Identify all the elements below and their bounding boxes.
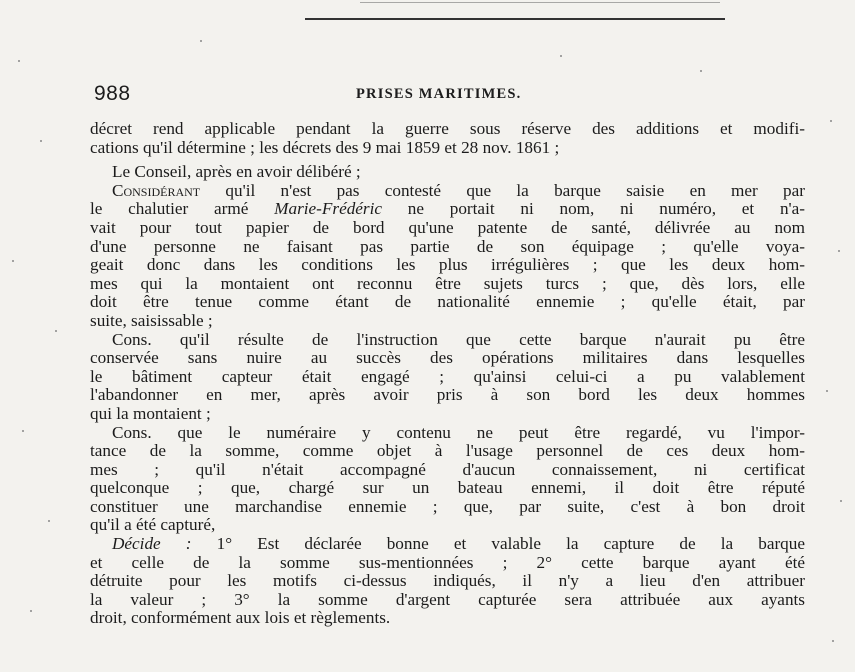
text-line: qu'il a été capturé, bbox=[90, 515, 216, 535]
text-line: décret rend applicable pendant la guerre sous réserve des additions et modifi- bbox=[90, 119, 805, 138]
scan-speck bbox=[22, 430, 24, 432]
text-line: quelconque ; que, chargé sur un bateau ennemi, il doit être réputé bbox=[90, 478, 805, 498]
scan-speck bbox=[48, 520, 50, 522]
text-span: le chalutier armé bbox=[90, 199, 275, 219]
text-line bbox=[90, 182, 805, 201]
body-text bbox=[90, 120, 805, 628]
scan-speck bbox=[832, 640, 834, 642]
text-line: doit être tenue comme étant de nationalité ennemie ; qu'elle était, par bbox=[90, 292, 805, 312]
scan-speck bbox=[830, 120, 832, 122]
ship-name: Marie-Frédéric bbox=[274, 199, 383, 219]
top-rule bbox=[305, 18, 725, 20]
scan-speck bbox=[700, 70, 702, 72]
text-span: 1° Est déclarée bonne et valable la capture de la barque bbox=[191, 534, 805, 554]
text-line: conservée sans nuire au succès des opérations militaires dans lesquelles bbox=[90, 348, 805, 368]
lead-word: Considérant bbox=[112, 180, 201, 200]
text-line: geait donc dans les conditions les plus irrégulières ; que les deux hom- bbox=[90, 255, 805, 275]
scan-speck bbox=[55, 330, 57, 332]
text-line: suite, saisissable ; bbox=[90, 310, 213, 330]
scan-speck bbox=[560, 55, 562, 57]
lead-word: Décide : bbox=[112, 534, 192, 554]
text-line: Cons. que le numéraire y contenu ne peut être regardé, vu l'impor- bbox=[112, 422, 805, 442]
scan-speck bbox=[838, 250, 840, 252]
text-line: et celle de la somme sus-mentionnées ; 2° cette barque ayant été bbox=[90, 552, 805, 572]
text-line: Le Conseil, après en avoir délibéré ; bbox=[112, 162, 361, 182]
text-span: ne portait ni nom, ni numéro, et n'a- bbox=[382, 199, 805, 219]
text-line: vait pour tout papier de bord qu'une patente de santé, délivrée au nom bbox=[90, 217, 805, 237]
scan-speck bbox=[12, 260, 14, 262]
scan-speck bbox=[40, 140, 42, 142]
text-line: droit, conformément aux lois et règlements. bbox=[90, 608, 391, 628]
text-line: qui la montaient ; bbox=[90, 403, 211, 423]
page-number: 988 bbox=[94, 82, 131, 105]
text-line: détruite pour les motifs ci-dessus indiqués, il n'y a lieu d'en attribuer bbox=[90, 571, 805, 591]
text-line: la valeur ; 3° la somme d'argent capturée sera attribuée aux ayants bbox=[90, 589, 805, 609]
text-span: qu'il n'est pas contesté que la barque saisie en mer par bbox=[200, 180, 805, 200]
text-line: cations qu'il détermine ; les décrets des 9 mai 1859 et 28 nov. 1861 ; bbox=[90, 137, 560, 157]
scan-speck bbox=[18, 60, 20, 62]
top-rule-faint bbox=[360, 2, 720, 3]
text-line: constituer une marchandise ennemie ; que, par suite, c'est à bon droit bbox=[90, 496, 805, 516]
text-line: d'une personne ne faisant pas partie de son équipage ; qu'elle voya- bbox=[90, 236, 805, 256]
text-line: le bâtiment capteur était engagé ; qu'ainsi celui-ci a pu valablement bbox=[90, 366, 805, 386]
running-title: PRISES MARITIMES. bbox=[356, 86, 522, 102]
scan-speck bbox=[30, 610, 32, 612]
text-line bbox=[90, 200, 805, 219]
text-line: l'abandonner en mer, après avoir pris à son bord les deux hommes bbox=[90, 385, 805, 405]
text-line: Cons. qu'il résulte de l'instruction que cette barque n'aurait pu être bbox=[112, 329, 805, 349]
text-line bbox=[90, 535, 805, 554]
scan-speck bbox=[840, 500, 842, 502]
text-line: mes qui la montaient ont reconnu être sujets turcs ; que, dès lors, elle bbox=[90, 273, 805, 293]
text-line: mes ; qu'il n'était accompagné d'aucun connaissement, ni certificat bbox=[90, 459, 805, 479]
text-line: tance de la somme, comme objet à l'usage personnel de ces deux hom- bbox=[90, 441, 805, 461]
scan-speck bbox=[200, 40, 202, 42]
scan-speck bbox=[826, 390, 828, 392]
